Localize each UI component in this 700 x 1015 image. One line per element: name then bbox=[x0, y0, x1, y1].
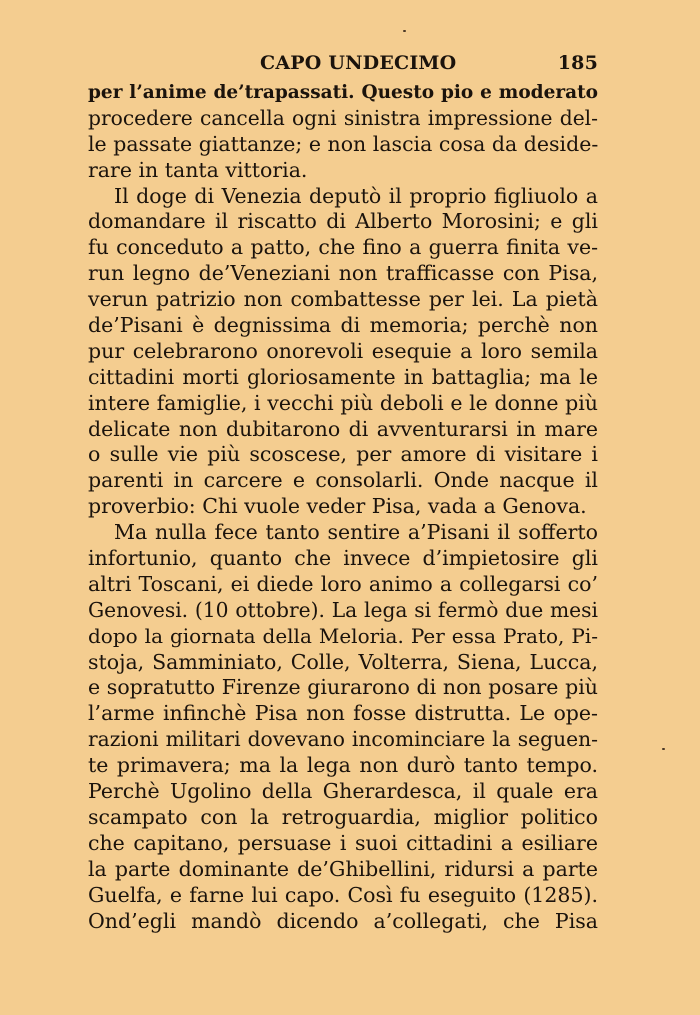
text-line: stoja, Samminiato, Colle, Volterra, Siena, Lucca, bbox=[88, 649, 598, 674]
text-line: la parte dominante de’Ghibellini, ridursi a parte bbox=[88, 856, 598, 881]
text-line: scampato con la retroguardia, miglior politico bbox=[88, 804, 598, 829]
text-line: infortunio, quanto che invece d’impietosire gli bbox=[88, 546, 598, 571]
body-text bbox=[88, 80, 598, 934]
ink-speck bbox=[662, 748, 665, 750]
text-line: domandare il riscatto di Alberto Morosini; e gli bbox=[88, 209, 598, 234]
text-line: te primavera; ma la lega non durò tanto tempo. bbox=[88, 753, 598, 778]
text-line: e sopratutto Firenze giurarono di non posare più bbox=[88, 675, 598, 700]
text-line: razioni militari dovevano incominciare la seguen- bbox=[88, 727, 598, 752]
text-line: Il doge di Venezia deputò il proprio figliuolo a bbox=[114, 183, 598, 208]
text-line: de’Pisani è degnissima di memoria; perchè non bbox=[88, 313, 598, 338]
text-line: proverbio: Chi vuole veder Pisa, vada a Genova. bbox=[88, 494, 587, 519]
text-line: per l’anime de’trapassati. Questo pio e moderato bbox=[88, 82, 598, 103]
text-line: cittadini morti gloriosamente in battaglia; ma le bbox=[88, 364, 598, 389]
text-line: pur celebrarono onorevoli esequie a loro semila bbox=[88, 338, 598, 363]
text-line: l’arme infinchè Pisa non fosse distrutta. Le ope- bbox=[88, 701, 598, 726]
text-line: Perchè Ugolino della Gherardesca, il quale era bbox=[88, 779, 598, 804]
text-line: parenti in carcere e consolarli. Onde nacque il bbox=[88, 468, 598, 493]
text-line: fu conceduto a patto, che fino a guerra finita ve- bbox=[88, 235, 598, 260]
text-line: che capitano, persuase i suoi cittadini a esiliare bbox=[88, 830, 598, 855]
text-line: o sulle vie più scoscese, per amore di visitare i bbox=[88, 442, 598, 467]
running-head: CAPO UNDECIMO bbox=[260, 52, 457, 74]
text-line: altri Toscani, ei diede loro animo a collegarsi co’ bbox=[88, 571, 598, 596]
text-line: dopo la giornata della Meloria. Per essa Prato, Pi- bbox=[88, 623, 598, 648]
text-line: delicate non dubitarono di avventurarsi in mare bbox=[88, 416, 598, 441]
text-line: verun patrizio non combattesse per lei. La pietà bbox=[88, 287, 598, 312]
text-line: Genovesi. (10 ottobre). La lega si fermò due mesi bbox=[88, 597, 598, 622]
page-number: 185 bbox=[557, 52, 598, 74]
text-line: run legno de’Veneziani non trafficasse con Pisa, bbox=[88, 261, 598, 286]
page-header bbox=[88, 52, 598, 80]
text-line: rare in tanta vittoria. bbox=[88, 157, 308, 182]
text-line: le passate giattanze; e non lascia cosa da deside- bbox=[88, 131, 599, 156]
ink-speck bbox=[403, 30, 406, 32]
text-line: Ond’egli mandò dicendo a’collegati, che Pisa bbox=[88, 908, 598, 933]
text-line: Ma nulla fece tanto sentire a’Pisani il sofferto bbox=[114, 520, 598, 545]
text-line: Guelfa, e farne lui capo. Così fu eseguito (1285). bbox=[88, 882, 598, 907]
text-line: intere famiglie, i vecchi più deboli e le donne più bbox=[88, 390, 598, 415]
text-line: procedere cancella ogni sinistra impressione del- bbox=[88, 105, 598, 130]
